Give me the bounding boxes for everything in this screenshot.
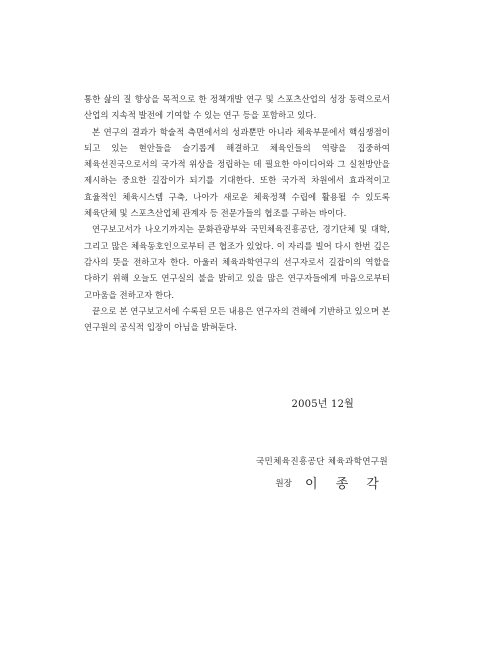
paragraph-acknowledgements: 연구보고서가 나오기까지는 문화관광부와 국민체육진흥공단, 경기단체 및 대학, 그리고 많은 체육동호인으로부터 큰 협조가 있었다. 이 자리를 빌어 다시 한번 깊은 감사의 뜻을 전하고자 한다. 아울러 체육과학연구의 선구자로서 길잡이의 역할을 다하기 위해 오늘도 연구실의 불을 밝히고 있을 많은 연구자들에게 마음으로부터 고마움을 전하고자 한다. bbox=[84, 224, 390, 300]
organization-name: 국민체육진흥공단 체육과학연구원 bbox=[255, 457, 388, 467]
signer-name: 이 종 각 bbox=[305, 477, 386, 492]
signer-title: 원장 bbox=[275, 478, 292, 489]
document-date: 2005년 12월 bbox=[291, 399, 354, 410]
signature-block bbox=[275, 472, 386, 492]
paragraph-continued: 통한 삶의 질 향상을 목적으로 한 정책개발 연구 및 스포츠산업의 성장 동력으로서 산업의 지속적 발전에 기여할 수 있는 연구 등을 포함하고 있다. bbox=[84, 94, 390, 121]
foreword-body bbox=[84, 91, 390, 335]
paragraph-results: 본 연구의 결과가 학술적 측면에서의 성과뿐만 아니라 체육부문에서 핵심쟁점이 되고 있는 현안들을 슬기롭게 해결하고 체육인들의 역량을 집중하여 체육선진국으로서의 국가적 위상을 정립하는 데 필요한 아이디어와 그 실천방안을 제시하는 중요한 길잡이가 되기를 기대한다. 또한 국가적 차원에서 효과적이고 효율적인 체육시스템 구축, 나아가 새로운 체육정책 수립에 활용될 수 있도록 체육단체 및 스포츠산업체 관계자 등 전문가들의 협조를 구하는 바이다. bbox=[84, 126, 390, 219]
paragraph-disclaimer: 끝으로 본 연구보고서에 수록된 모든 내용은 연구자의 견해에 기반하고 있으며 본 연구원의 공식적 입장이 아님을 밝혀둔다. bbox=[84, 305, 390, 333]
